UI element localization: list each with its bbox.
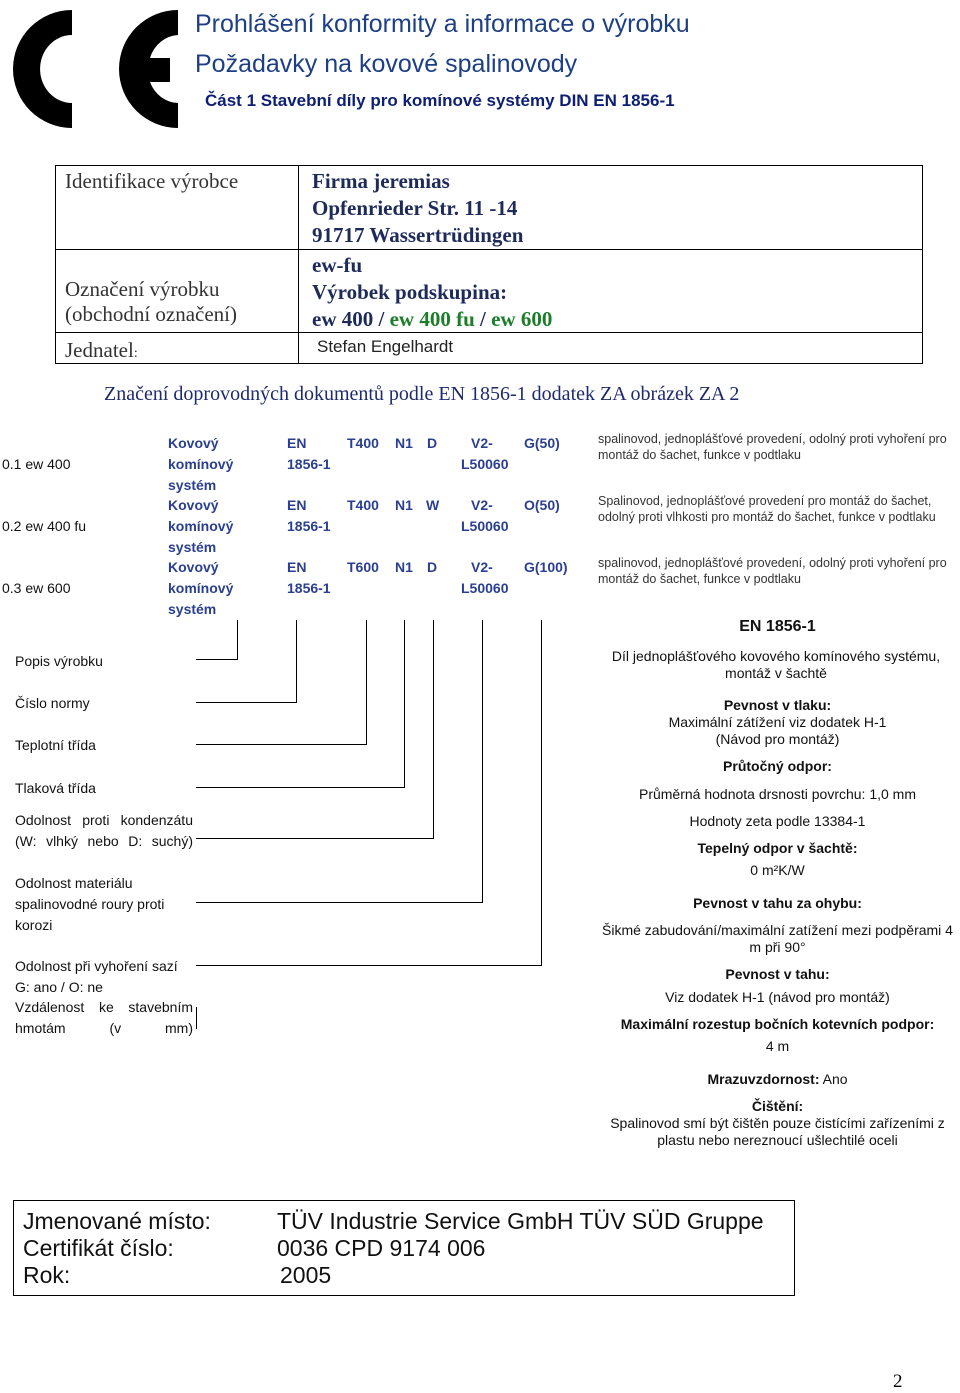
connector-line <box>196 659 238 660</box>
corrosion-class: V2- <box>471 435 493 451</box>
legend-description: Popis výrobku <box>15 653 103 669</box>
connector-line <box>541 620 542 965</box>
identification-table <box>55 165 923 364</box>
separator: / <box>373 307 390 331</box>
product-name: ew-fu <box>312 253 363 277</box>
bending-strength-title: Pevnost v tahu za ohybu: <box>693 895 862 911</box>
product-description: spalinovod, jednoplášťové provedení, odolný proti vyhoření pro montáž do šachet, funkce v podtlaku <box>598 432 947 462</box>
corrosion-class: L50060 <box>461 518 509 534</box>
product-label-note: (obchodní označení) <box>65 302 238 326</box>
connector-line <box>482 620 483 902</box>
frost-resistance <box>595 1071 960 1088</box>
thermal-resistance-title: Tepelný odpor v šachtě: <box>697 840 858 856</box>
product-description: Spalinovod, jednoplášťové provedení pro montáž do šachet, odolný proti vlhkosti pro montáž do šachet, funkce v podtlaku <box>598 494 936 524</box>
legend-temperature-class: Teplotní třída <box>15 737 96 753</box>
page-subtitle: Požadavky na kovové spalinovody <box>195 50 578 78</box>
table-divider <box>298 165 299 364</box>
connector-line <box>196 902 483 903</box>
product-id: 0.3 ew 600 <box>2 580 71 596</box>
product-type-line: systém <box>168 477 217 493</box>
anchor-spacing-title: Maximální rozestup bočních kotevních podpor: <box>620 1016 935 1032</box>
product-type-line: Kovový <box>168 497 219 513</box>
temperature-class: T400 <box>347 497 379 513</box>
product-type-line: systém <box>168 539 217 555</box>
year-value: 2005 <box>280 1262 332 1288</box>
product-id: 0.2 ew 400 fu <box>2 518 87 534</box>
notified-body-value: TÜV Industrie Service GmbH TÜV SÜD Gruppe <box>277 1208 764 1234</box>
frost-resistance-value: Ano <box>819 1071 848 1087</box>
legend-soot-fire: Odolnost při vyhoření sazí G: ano / O: ne <box>15 958 178 995</box>
certificate-number-label: Certifikát číslo: <box>23 1235 174 1261</box>
soot-fire-class: O(50) <box>524 497 560 513</box>
legend-pressure-class: Tlaková třída <box>15 780 96 796</box>
corrosion-class: L50060 <box>461 580 509 596</box>
connector-line <box>196 965 542 966</box>
product-description: spalinovod, jednoplášťové provedení, odolný proti vyhoření pro montáž do šachet, funkce v podtlaku <box>598 556 947 586</box>
connector-line <box>196 787 405 788</box>
product-subgroup: Výrobek podskupina: <box>312 280 508 304</box>
ceo-label-text: Jednatel <box>65 338 134 362</box>
thermal-resistance-value: 0 m²K/W <box>750 862 805 878</box>
tensile-strength-value: Viz dodatek H-1 (návod pro montáž) <box>665 989 890 1005</box>
variant-ew400: ew 400 <box>312 307 374 331</box>
corrosion-class: L50060 <box>461 456 509 472</box>
cleaning-title: Čištění: <box>751 1098 804 1114</box>
page-title: Prohlášení konformity a informace o výrobku <box>195 10 690 38</box>
pressure-class: N1 <box>395 559 413 575</box>
temperature-class: T600 <box>347 559 379 575</box>
flow-resistance-title: Průtočný odpor: <box>723 758 832 774</box>
ceo-name: Stefan Engelhardt <box>317 337 454 356</box>
norm-heading: EN 1856-1 <box>739 618 816 635</box>
connector-line <box>433 620 434 838</box>
connector-line <box>196 702 297 703</box>
zeta-values: Hodnoty zeta podle 13384-1 <box>689 813 866 829</box>
product-id: 0.1 ew 400 <box>2 456 71 472</box>
legend-condensate: Odolnost proti kondenzátu (W: vlhký nebo D: suchý) <box>15 812 193 849</box>
norm-code: EN <box>287 497 307 513</box>
connector-line <box>237 620 238 659</box>
table-divider <box>55 332 923 333</box>
compressive-strength-title: Pevnost v tlaku: <box>723 697 832 713</box>
compressive-strength-value: Maximální zátížení viz dodatek H-1 <box>668 714 887 730</box>
product-type-line: systém <box>168 601 217 617</box>
condensate-class: W <box>426 497 440 513</box>
product-type-line: Kovový <box>168 559 219 575</box>
part-heading: Část 1 Stavební díly pro komínové systémy DIN EN 1856-1 <box>205 91 675 110</box>
frost-resistance-title: Mrazuvzdornost: <box>707 1071 820 1087</box>
product-type-line: Kovový <box>168 435 219 451</box>
product-type-line: komínový <box>168 456 234 472</box>
legend-corrosion: Odolnost materiálu spalinovodné roury proti korozi <box>15 875 165 933</box>
tensile-strength-title: Pevnost v tahu: <box>725 966 830 982</box>
norm-code: 1856-1 <box>287 456 331 472</box>
manufacturer-line: 91717 Wassertrüdingen <box>312 223 524 247</box>
connector-line <box>366 620 367 744</box>
bending-strength-value: Šikmé zabudování/maximální zatížení mezi podpěrami 4 m při 90° <box>602 922 953 955</box>
soot-fire-class: G(50) <box>524 435 560 451</box>
table-divider <box>55 249 923 250</box>
connector-line <box>196 744 367 745</box>
marking-title: Značení doprovodných dokumentů podle EN 1856-1 dodatek ZA obrázek ZA 2 <box>104 383 740 405</box>
product-type-line: komínový <box>168 518 234 534</box>
ceo-colon: : <box>133 346 138 361</box>
cleaning-value: Spalinovod smí být čištěn pouze čistícími zařízeními z plastu nebo nereznoucí ušlechtilé oceli <box>610 1115 945 1148</box>
pressure-class: N1 <box>395 435 413 451</box>
product-type-line: komínový <box>168 580 234 596</box>
condensate-class: D <box>427 559 438 575</box>
connector-line <box>196 838 434 839</box>
legend-distance: Vzdálenost ke stavebním hmotám (v mm) <box>15 999 193 1036</box>
ceo-label <box>65 338 138 363</box>
manufacturer-line: Opfenrieder Str. 11 -14 <box>312 196 518 220</box>
connector-line <box>404 620 405 787</box>
soot-fire-class: G(100) <box>524 559 568 575</box>
page-number: 2 <box>893 1371 903 1392</box>
norm-code: EN <box>287 559 307 575</box>
connector-line <box>196 1007 197 1029</box>
compressive-strength-note: (Návod pro montáž) <box>715 731 840 747</box>
ce-mark-logo <box>0 0 185 135</box>
norm-code: 1856-1 <box>287 580 331 596</box>
anchor-spacing-value: 4 m <box>765 1038 790 1054</box>
manufacturer-line: Firma jeremias <box>312 169 450 193</box>
temperature-class: T400 <box>347 435 379 451</box>
notified-body-label: Jmenované místo: <box>23 1208 211 1234</box>
year-label: Rok: <box>23 1262 71 1288</box>
variant-ew600: ew 600 <box>491 307 553 331</box>
flow-resistance-value: Průměrná hodnota drsnosti povrchu: 1,0 mm <box>638 786 917 802</box>
product-label: Označení výrobku <box>65 277 220 301</box>
legend-norm-number: Číslo normy <box>15 695 90 711</box>
norm-code: 1856-1 <box>287 518 331 534</box>
corrosion-class: V2- <box>471 559 493 575</box>
pressure-class: N1 <box>395 497 413 513</box>
separator: / <box>474 307 492 331</box>
corrosion-class: V2- <box>471 497 493 513</box>
connector-line <box>296 620 297 702</box>
norm-code: EN <box>287 435 307 451</box>
condensate-class: D <box>427 435 438 451</box>
manufacturer-label: Identifikace výrobce <box>65 169 239 193</box>
variant-ew400fu: ew 400 fu <box>389 307 475 331</box>
product-description-text: Díl jednoplášťového kovového komínového systému, montáž v šachtě <box>611 648 941 681</box>
certificate-number-value: 0036 CPD 9174 006 <box>277 1235 486 1261</box>
product-variants <box>312 307 552 332</box>
